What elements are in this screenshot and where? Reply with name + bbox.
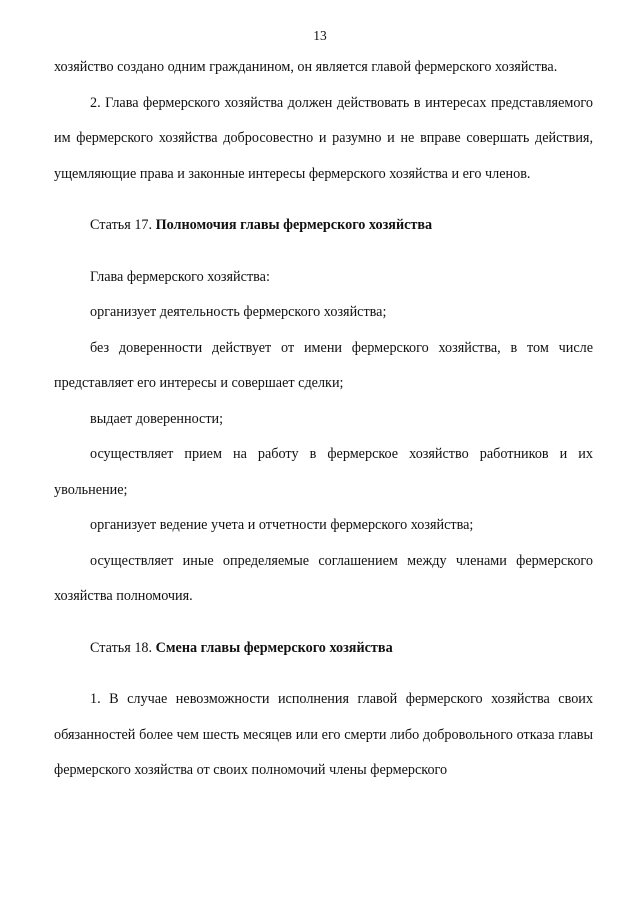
article-17-paragraph: осуществляет прием на работу в фермерское хозяйство работников и их увольнение; (54, 446, 593, 498)
article-17-heading (54, 208, 593, 244)
document-body (54, 50, 593, 789)
article-18-paragraph: 1. В случае невозможности исполнения главой фермерского хозяйства своих обязанностей более чем шесть месяцев или его смерти либо добровольного отказа главы фермерского хозяйства от своих полномочий члены фермерского (54, 691, 593, 778)
article-17-prefix: Статья 17. (90, 217, 153, 233)
article-17-paragraph: организует деятельность фермерского хозяйства; (90, 304, 387, 320)
article-18-prefix: Статья 18. (90, 639, 153, 656)
article-17-paragraph: без доверенности действует от имени фермерского хозяйства, в том числе представляет его интересы и совершает сделки; (54, 339, 593, 391)
page-number: 13 (313, 28, 327, 43)
article-17-paragraph: организует ведение учета и отчетности фермерского хозяйства; (90, 517, 474, 533)
paragraph-continuation: хозяйство создано одним гражданином, он является главой фермерского хозяйства. (54, 59, 558, 75)
article-18-title: Смена главы фермерского хозяйства (155, 639, 393, 656)
article-17-title: Полномочия главы фермерского хозяйства (155, 217, 433, 233)
article-17-paragraph: выдает доверенности; (90, 410, 224, 427)
paragraph-clause-2: 2. Глава фермерского хозяйства должен действовать в интересах представляемого им фермерского хозяйства добросовестно и разумно и не вправе совершать действия, ущемляющие права и законные интересы фермерского хозяйства и его членов. (54, 94, 593, 182)
article-17-paragraph: осуществляет иные определяемые соглашением между членами фермерского хозяйства полномочия. (54, 552, 593, 604)
article-17-paragraph: Глава фермерского хозяйства: (90, 268, 270, 285)
article-18-heading (54, 631, 593, 667)
